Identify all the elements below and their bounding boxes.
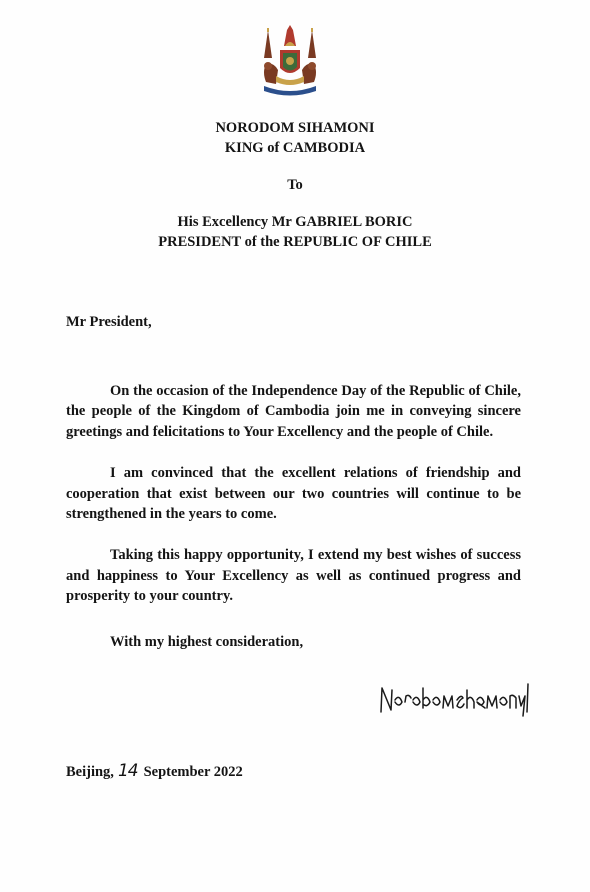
recipient-name: His Excellency Mr GABRIEL BORIC <box>177 214 413 230</box>
dateline <box>66 761 243 782</box>
salutation: Mr President, <box>66 314 152 330</box>
letter-body <box>66 381 521 628</box>
dateline-day: 14 <box>117 761 138 781</box>
dateline-place: Beijing, <box>66 764 114 780</box>
to-label: To <box>287 177 303 193</box>
royal-coat-of-arms-icon <box>254 24 326 98</box>
recipient-block <box>0 212 590 252</box>
body-paragraph: Taking this happy opportunity, I extend my best wishes of success and happiness to Your Excellency as well as continued progress and prosperity to your country. <box>66 547 521 605</box>
sender-name: NORODOM SIHAMONI <box>215 120 375 136</box>
body-paragraph: I am convinced that the excellent relations of friendship and cooperation that exist between our two countries will continue to be strengthened in the years to come. <box>66 465 521 523</box>
closing-line: With my highest consideration, <box>110 634 304 650</box>
dateline-month-year: September 2022 <box>143 764 243 780</box>
sender-title: KING of CAMBODIA <box>224 140 366 156</box>
sender-block <box>0 118 590 158</box>
recipient-title: PRESIDENT of the REPUBLIC OF CHILE <box>158 234 432 250</box>
handwritten-signature <box>377 678 532 718</box>
body-paragraph: On the occasion of the Independence Day of the Republic of Chile, the people of the Kingdom of Cambodia join me in conveying sincere greetings and felicitations to Your Excellency and the people of Chile. <box>66 383 521 440</box>
